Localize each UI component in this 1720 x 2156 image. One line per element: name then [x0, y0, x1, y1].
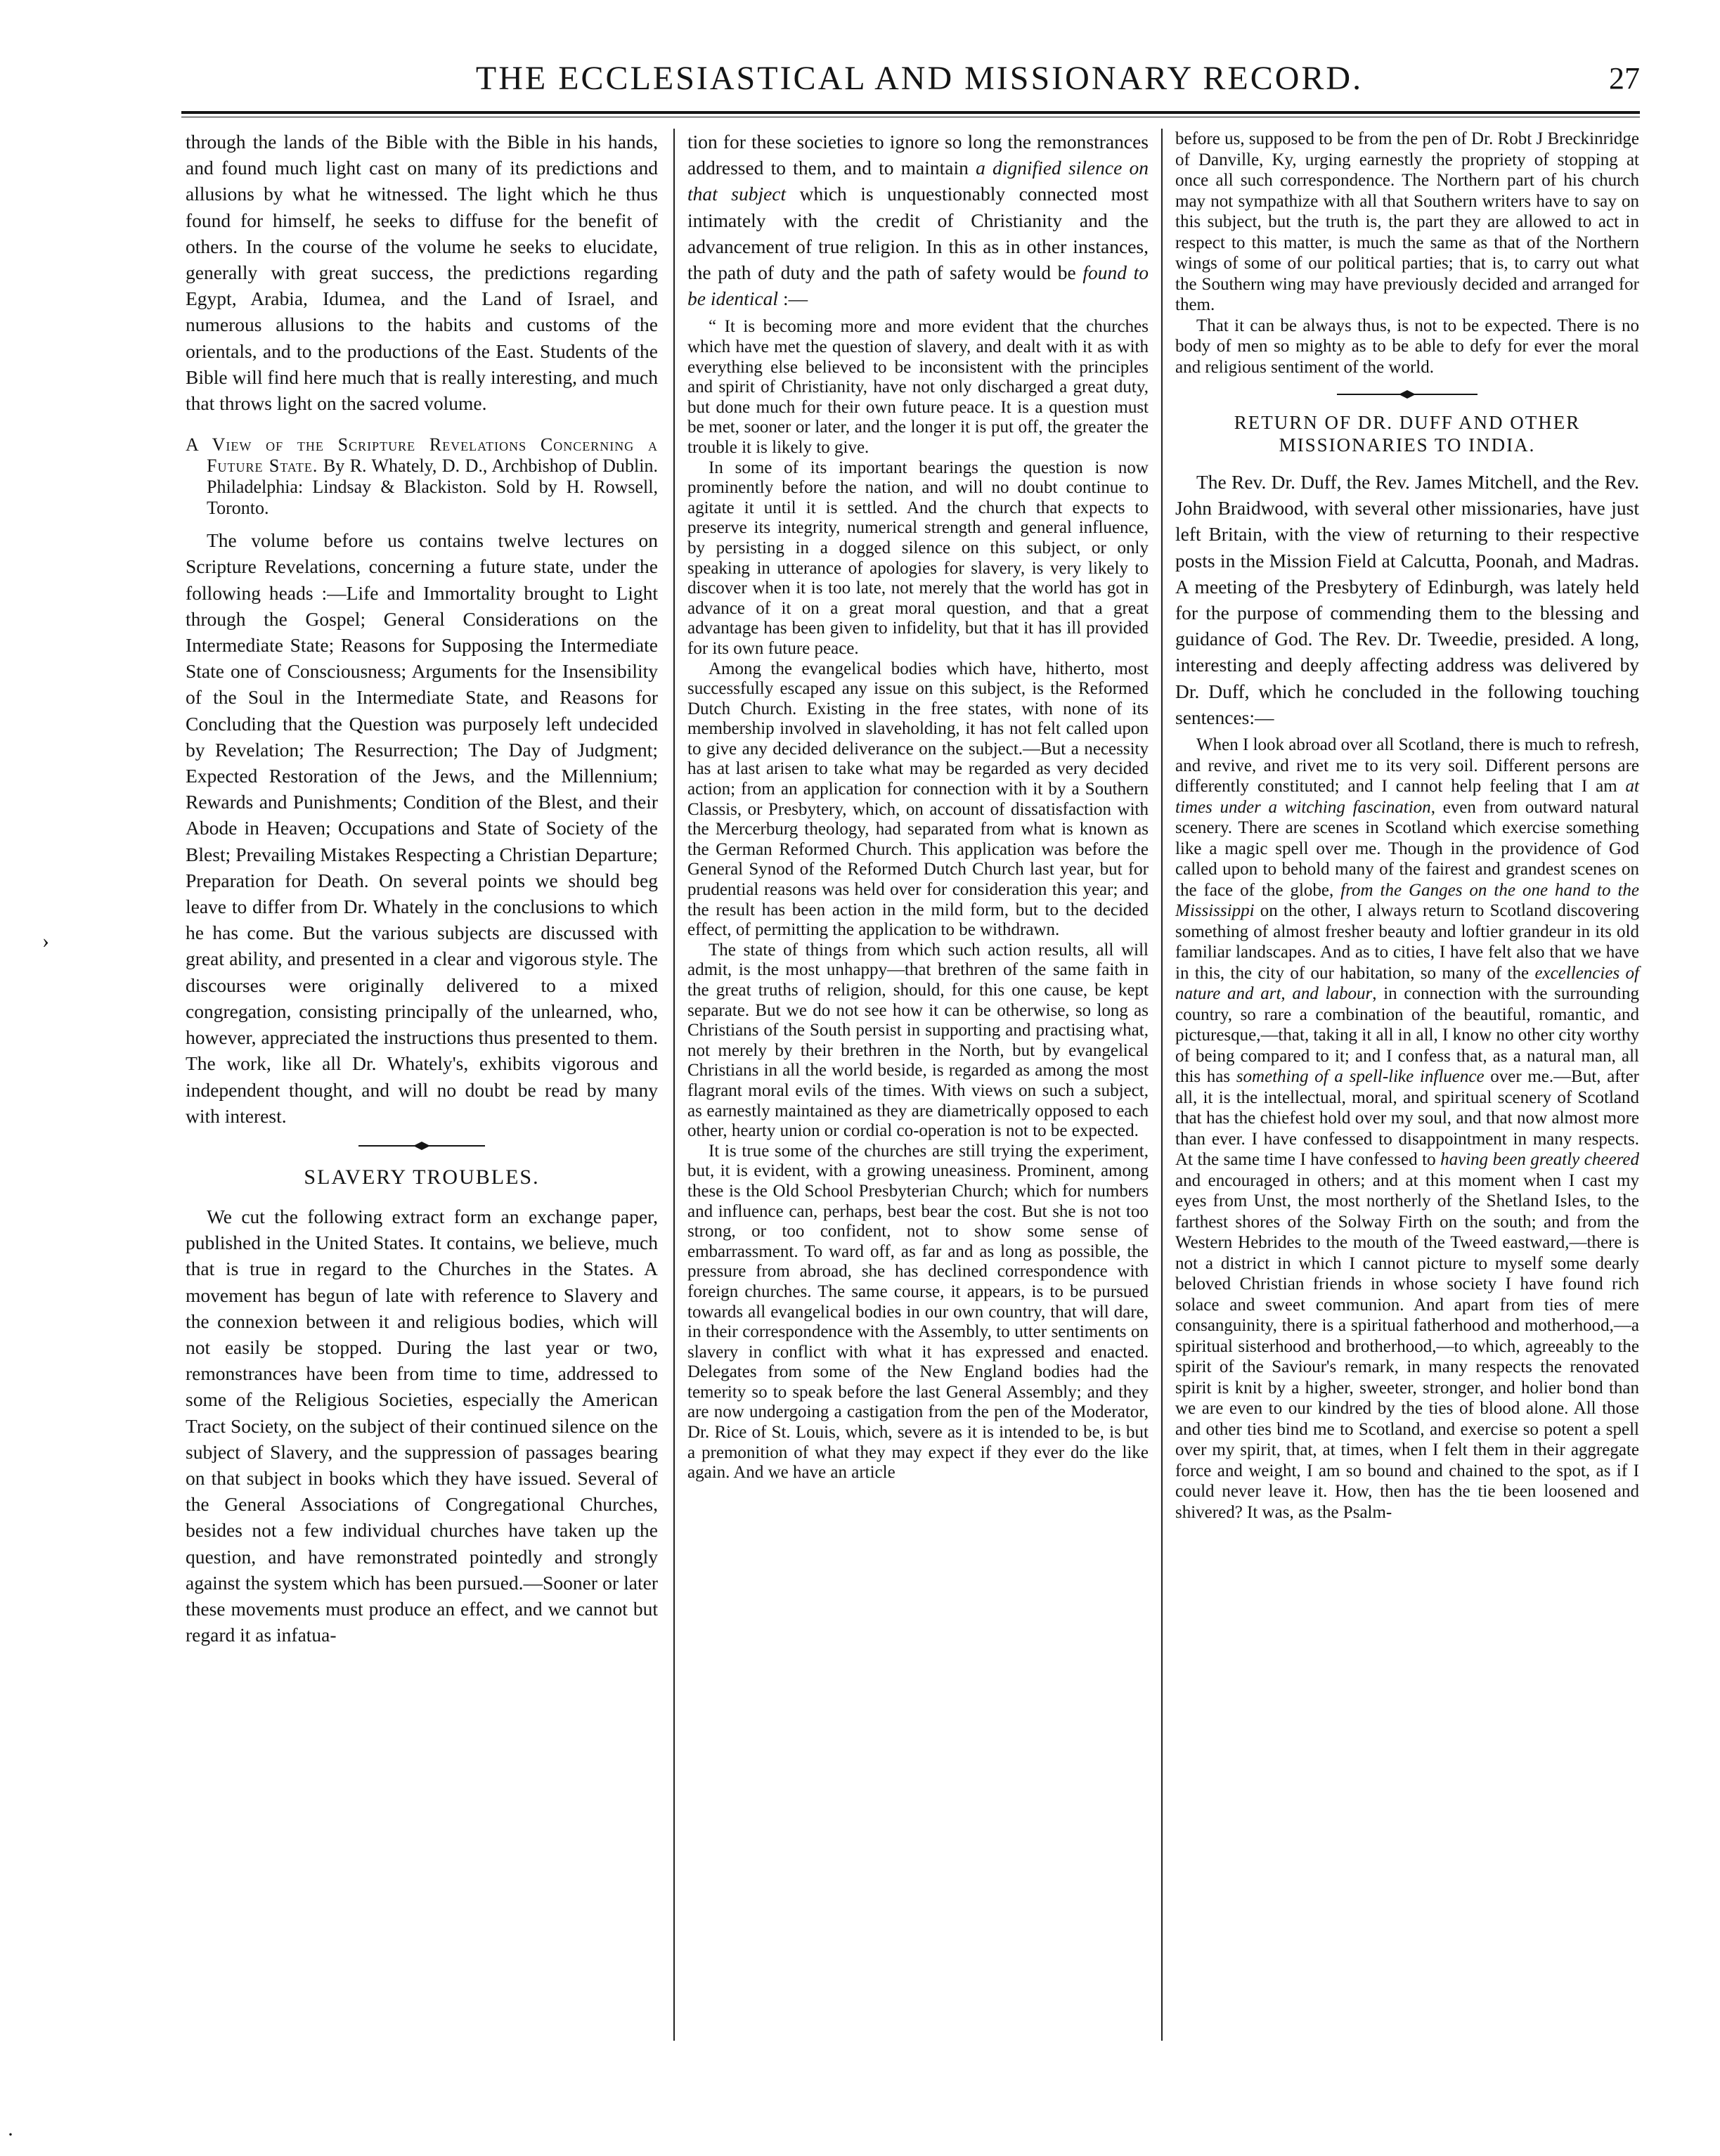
- extract-paragraph-1: “ It is becoming more and more evident that the churches which have met the question of slavery, and dealt with it as with everything else believed to be inconsistent with the principles and spirit of Christianity, have not only discharged a great duty, but done much for their own future peace. It is a question must be met, sooner or later, and the longer it is put off, the greater the trouble it is likely to give.: [687, 317, 1149, 457]
- duff-address: When I look abroad over all Scotland, there is much to refresh, and revive, and rivet me to its very soil. Different persons are differently constituted; and I cannot help feeling that I am at times under a witching fascination, even from outward natural scenery. There are scenes in Scotland which exercise something like a magic spell over me. Though in the providence of God called upon to behold many of the fairest and grandest scenes on the face of the globe, from the Ganges on the one hand to the Mississippi on the other, I always return to Scotland discovering something of almost fresher beauty and loftier grandeur in its old familiar landscapes. And as to cities, I have felt also that we have in this, the city of our habitation, so many of the excellencies of nature and art, and labour, in connection with the surrounding country, so rare a combination of the beautiful, romantic, and picturesque,—that, taking it all in all, I know no other city worthy of being compared to it; and I confess that, as a natural man, all this has something of a spell-like influence over me.—But, after all, it is the intellectual, moral, and spiritual scenery of Scotland that has the chiefest hold over my soul, and that now almost more than ever. I have confessed to disappointment in many respects. At the same time I have confessed to having been greatly cheered and encouraged in others; and at this moment when I cast my eyes from Unst, the most northerly of the Shetland Isles, to the farthest shores of the Solway Firth on the south; and from the Western Hebrides to the mouth of the Tweed eastward,—there is not a district in which I cannot picture to myself some dearly beloved Christian friends in whose society I have found rich solace and sweet communion. And apart from ties of mere consanguinity, there is a spiritual fatherhood and motherhood,—a spiritual sisterhood and brotherhood,—to which, agreeably to the spirit of the Saviour's remark, in many respects the renovated spirit is knit by a higher, sweeter, stronger, and holier bond than we are even to our kindred by the ties of blood alone. All those and other ties bind me to Scotland, and exercise so potent a spell over my spirit, that, at times, when I felt them in their aggregate force and weight, I am so bound and chained to the spot, as if I could never leave it. How, then has the tie been loosened and shivered? It was, as the Psalm-: [1175, 735, 1640, 1522]
- running-header: [181, 59, 1640, 108]
- extract-paragraph-7: That it can be always thus, is not to be expected. There is no body of men so mighty as to be able to defy for ever the moral and religious sentiment of the world.: [1175, 316, 1639, 377]
- column-left: [186, 129, 658, 1648]
- journal-title: THE ECCLESIASTICAL AND MISSIONARY RECORD.: [475, 60, 1364, 97]
- book-review-citation: [186, 434, 658, 519]
- section-ornament-right: [1337, 390, 1477, 399]
- extract-paragraph-4: The state of things from which such action results, all will admit, is the most unhappy—that brethren of the same faith in the great truths of religion, should, for this one cause, be kept separate. But we do not see how it can be otherwise, so long as Christians of the South persist in supporting and practising what, not merely by their brethren in the North, but by evangelical Christians in all the world beside, is regarded as among the most flagrant moral evils of the times. With views on such a subject, as earnestly maintained as they are diametrically opposed to each other, hearty union or cordial co-operation is not to be expected.: [687, 940, 1149, 1141]
- column-separator-right: [1161, 129, 1163, 2041]
- extract-paragraph-3: Among the evangelical bodies which have, hitherto, most successfully escaped any issue on this subject, is the Reformed Dutch Church. Existing in the free states, with none of its membership involved in slaveholding, it has not felt called upon to give any decided deliverance on the subject.—But a necessity has at last arisen to take what may be regarded as very decided action; from an application for connection with it by a Southern Classis, or Presbytery, which, on account of dissatisfaction with the Mercerburg theology, had separated from what is known as the German Reformed Church. This application was before the General Synod of the Reformed Dutch Church last year, but for prudential reasons was held over for consideration this year; and the result has been action in the mild form, but to the decided effect, of permitting the application to be withdrawn.: [687, 659, 1149, 940]
- header-rule-thick: [181, 111, 1640, 114]
- review-body: The volume before us contains twelve lectures on Scripture Revelations, concerning a future state, under the following heads :—Life and Immortality brought to Light through the Gospel; General Considerations on the Intermediate State; Reasons for Supposing the Intermediate State one of Consciousness; Arguments for the Insensibility of the Soul in the Intermediate State, and Reasons for Concluding that the Question was purposely left undecided by Revelation; The Resurrection; The Day of Judgment; Expected Restoration of the Jews, and the Millennium; Rewards and Punishments; Condition of the Blest, and their Abode in Heaven; Occupations and State of Society of the Blest; Prevailing Mistakes Respecting a Christian Departure; Preparation for Death. On several points we should beg leave to differ from Dr. Whately in the conclusions to which he has come. But the various subjects are discussed with great ability, and presented in a clear and vigorous style. The discourses were originally delivered to a mixed congregation, consisting principally of the unlearned, who, however, appreciated the instructions thus presented to them. The work, like all Dr. Whately's, exhibits vigorous and independent thought, and will no doubt be read by many with interest.: [186, 529, 658, 1127]
- extract-paragraph-5: It is true some of the churches are still trying the experiment, but, it is evident, with a growing uneasiness. Prominent, among these is the Old School Presbyterian Church; which for numbers and influence can, perhaps, best bear the cost. But she is not too strong, or too confident, not to show some sense of embarrassment. To ward off, as far and as long as possible, the pressure from abroad, she has declined correspondence with foreign churches. The same course, it appears, is to be pursued towards all evangelical bodies in our own country, that will dare, in their correspondence with the Assembly, to utter sentiments on slavery in conflict with what it has expressed and enacted. Delegates from some of the New England bodies had the temerity so to speak before the last General Assembly; and they are now undergoing a castigation from the pen of the Moderator, Dr. Rice of St. Louis, which, severe as it is intended to be, is but a premonition of what they may expect if they ever do the like again. And we have an article: [687, 1141, 1149, 1483]
- slavery-intro: We cut the following extract form an exchange paper, published in the United States. It contains, we believe, much that is true in regard to the Churches in the States. A movement has begun of late with reference to Slavery and the connexion between it and religious bodies, which will not easily be stopped. During the last year or two, remonstrances have been from time to time, addressed to some of the Religious Societies, especially the American Tract Society, on the subject of their continued silence on the subject of Slavery, and the suppression of passages bearing on that subject in books which they have issued. Several of the General Associations of Congregational Churches, besides not a few individual churches have taken up the question, and have remonstrated pointedly and strongly against the system which has been pursued.—Sooner or later these movements must produce an effect, and we cannot but regard it as infatua-: [186, 1205, 658, 1646]
- margin-mark: ›: [42, 929, 49, 953]
- column-right: [1175, 129, 1639, 1523]
- extract-paragraph-6: before us, supposed to be from the pen of Dr. Robt J Breckinridge of Danville, Ky, urging earnestly the propriety of stopping at once all such correspondence. The Northern part of his church may not sympathize with all that Southern writers have to say on this subject, but the truth is, the part they are allowed to act in respect to this matter, is much the same as that of the Northern wings of some of our political parties; that is, to carry out what the Southern wing may have previously decided and arranged for them.: [1175, 129, 1639, 314]
- bible-lands-paragraph: through the lands of the Bible with the Bible in his hands, and found much light cast on many of its predictions and allusions by what he witnessed. The light which he thus found for himself, he seeks to diffuse for the benefit of others. In the course of the volume he seeks to elucidate, generally with great success, the predictions regarding Egypt, Arabia, Idumea, and the Land of Israel, and numerous allusions to the habits and customs of the orientals, and to the productions of the East. Students of the Bible will find here much that is really interesting, and much that throws light on the sacred volume.: [186, 131, 658, 415]
- page-number: 27: [1609, 61, 1640, 96]
- duff-intro: The Rev. Dr. Duff, the Rev. James Mitchell, and the Rev. John Braidwood, with several other missionaries, have just left Britain, with the view of returning to their respective posts in the Mission Field at Calcutta, Poonah, and Madras. A meeting of the Presbytery of Edinburgh, was lately held for the purpose of commending them to the blessing and guidance of God. The Rev. Dr. Tweedie, presided. A long, interesting and deeply affecting address was delivered by Dr. Duff, which he concluded in the following touching sentences:—: [1175, 471, 1639, 728]
- slavery-heading: SLAVERY TROUBLES.: [304, 1165, 540, 1189]
- review-book-title: A View of the Scripture Revelations Concerning a Future State.: [186, 434, 658, 477]
- section-ornament: [358, 1142, 485, 1150]
- extract-paragraph-2: In some of its important bearings the question is now prominently before the nation, and will no doubt continue to agitate it until it is settled. And the church that expects to preserve its integrity, numerical strength and general influence, by persisting in a dogged silence on this subject, or only speaking in utterance of apologies for slavery, is very likely to discover when it is too late, not merely that the world has got in advance of it on a great moral question, and that a great advantage has been given to infidelity, but that it has ill provided for its own future peace.: [687, 458, 1149, 658]
- margin-mark-bottom: ·: [7, 2123, 14, 2146]
- duff-heading: RETURN OF DR. DUFF AND OTHER MISSIONARIES TO INDIA.: [1234, 412, 1581, 456]
- review-book-meta: By R. Whately, D. D., Archbishop of Dublin. Philadelphia: Lindsay & Blackiston. Sold by H. Rowsell, Toronto.: [207, 456, 658, 519]
- column-separator-left: [673, 129, 675, 2041]
- column-middle: [687, 129, 1149, 1483]
- slavery-intro-continued: tion for these societies to ignore so long the remonstrances addressed to them, and to maintain a dignified silence on that subject which is unquestionably connected most intimately with the credit of Christianity and the advancement of true religion. In this as in other instances, the path of duty and the path of safety would be found to be identical :—: [687, 131, 1149, 310]
